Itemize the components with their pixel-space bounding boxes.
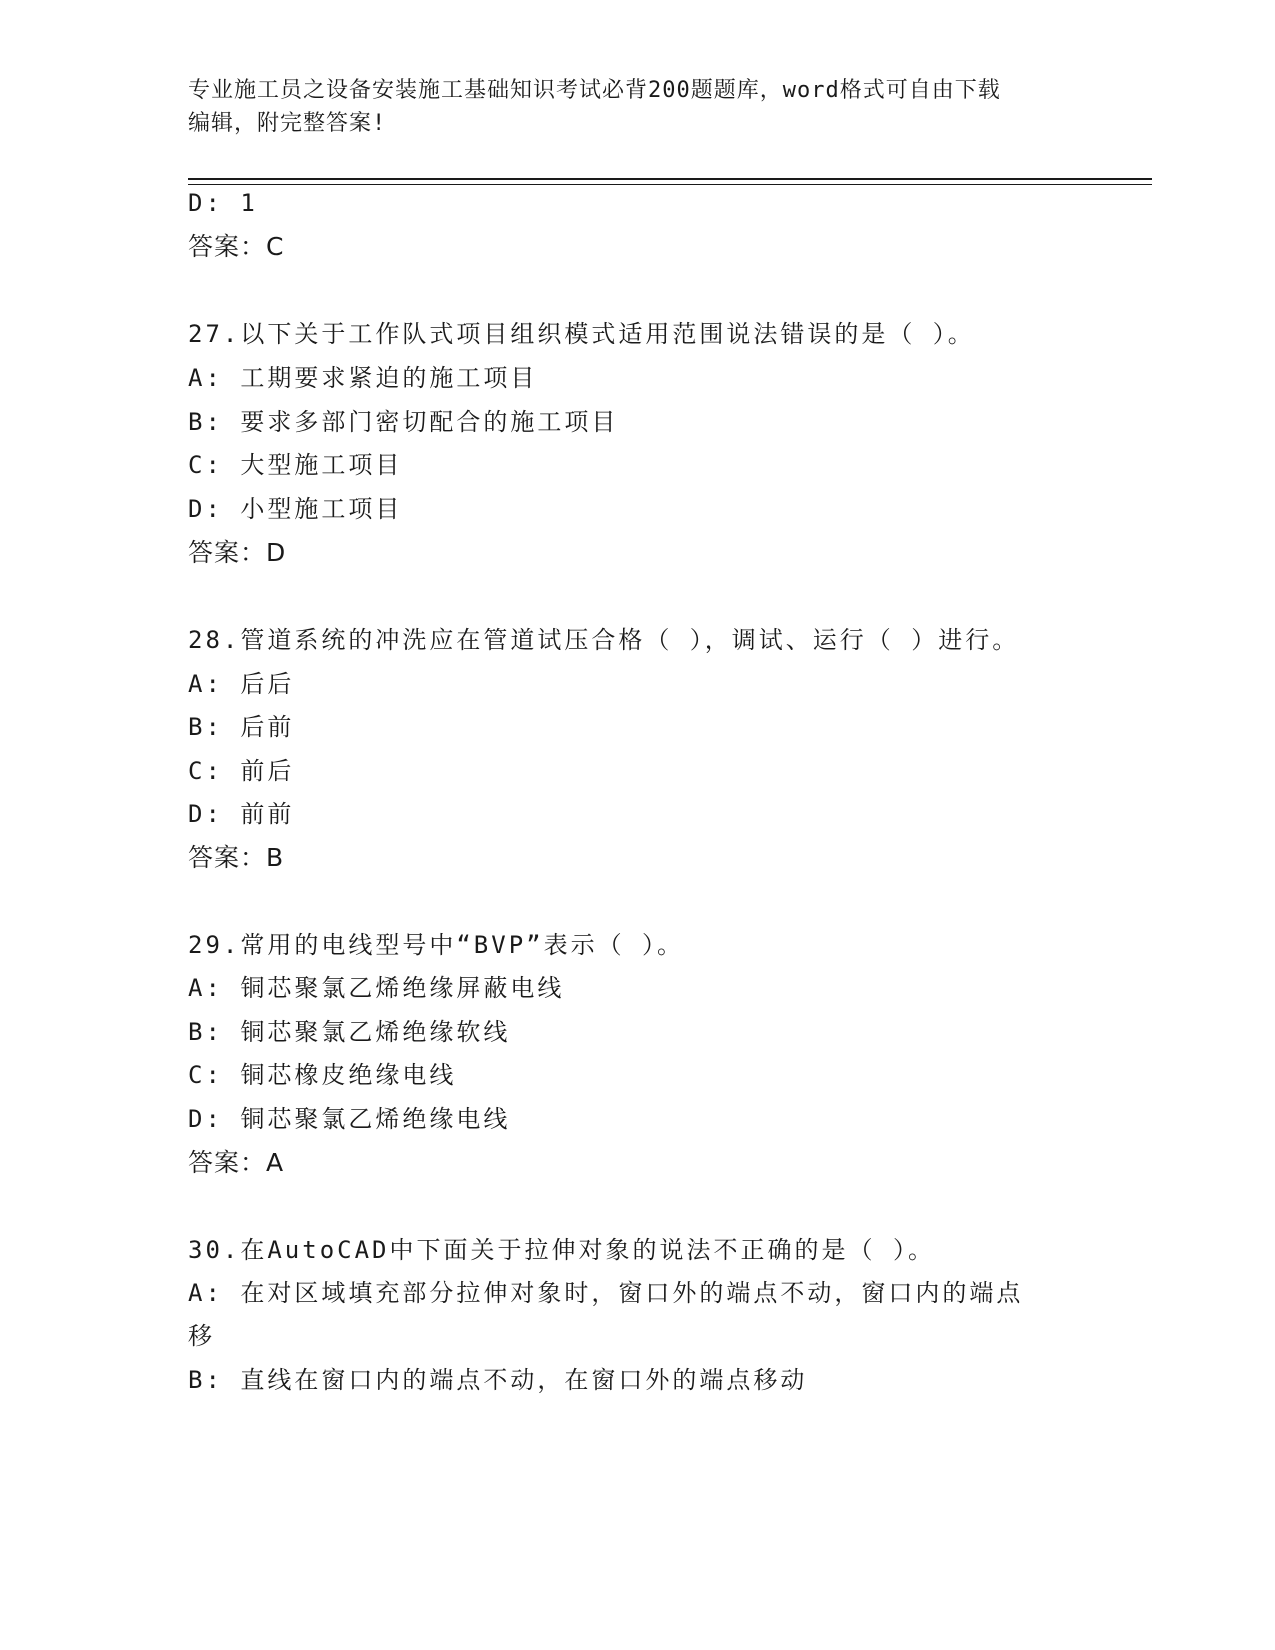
- question-27-answer: 答案：D: [188, 538, 287, 567]
- question-27-option-b: B: 要求多部门密切配合的施工项目: [188, 408, 619, 436]
- header-title-line-2: 编辑，附完整答案!: [188, 111, 387, 136]
- question-28-option-d: D: 前前: [188, 800, 295, 828]
- question-28-option-c: C: 前后: [188, 757, 295, 785]
- question-27-stem: 27.以下关于工作队式项目组织模式适用范围说法错误的是（ ）。: [188, 320, 975, 348]
- question-28-stem: 28.管道系统的冲洗应在管道试压合格（ ），调试、运行（ ）进行。: [188, 626, 1020, 654]
- question-30-stem: 30.在AutoCAD中下面关于拉伸对象的说法不正确的是（ ）。: [188, 1236, 935, 1264]
- prev-answer: 答案：C: [188, 232, 285, 261]
- header-title-line-1: 专业施工员之设备安装施工基础知识考试必背200题题库，word格式可自由下载: [188, 78, 1001, 103]
- question-28-answer: 答案：B: [188, 843, 285, 872]
- prev-option-d: D: 1: [188, 189, 258, 217]
- question-27-option-d: D: 小型施工项目: [188, 495, 403, 523]
- header-divider-thin: [188, 184, 1152, 185]
- question-27-option-a: A: 工期要求紧迫的施工项目: [188, 364, 538, 392]
- question-29-option-d: D: 铜芯聚氯乙烯绝缘电线: [188, 1105, 511, 1133]
- question-30-option-b: B: 直线在窗口内的端点不动，在窗口外的端点移动: [188, 1366, 808, 1394]
- page-header: [188, 74, 1088, 140]
- question-29-option-c: C: 铜芯橡皮绝缘电线: [188, 1061, 457, 1089]
- question-30-option-a-continued: 移: [188, 1322, 215, 1350]
- question-28-option-a: A: 后后: [188, 670, 295, 698]
- question-29-stem: 29.常用的电线型号中“BVP”表示（ ）。: [188, 931, 685, 959]
- question-29-answer: 答案：A: [188, 1148, 285, 1177]
- header-divider-thick: [188, 178, 1152, 180]
- question-27-option-c: C: 大型施工项目: [188, 451, 403, 479]
- question-30-option-a: A: 在对区域填充部分拉伸对象时，窗口外的端点不动，窗口内的端点: [188, 1279, 1024, 1307]
- question-29-option-b: B: 铜芯聚氯乙烯绝缘软线: [188, 1018, 511, 1046]
- question-29-option-a: A: 铜芯聚氯乙烯绝缘屏蔽电线: [188, 974, 565, 1002]
- question-28-option-b: B: 后前: [188, 713, 295, 741]
